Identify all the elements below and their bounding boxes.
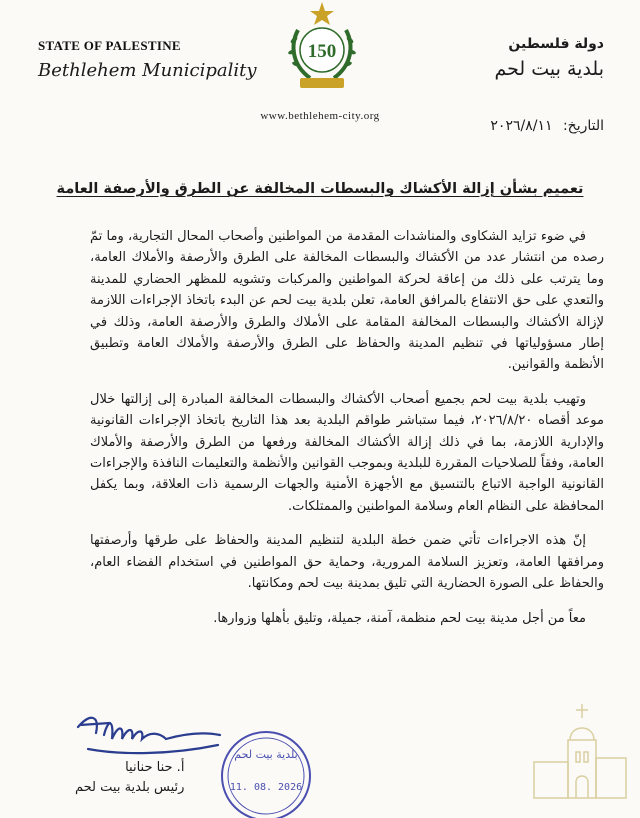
letterhead-arabic [384, 36, 604, 80]
closing-line: معاً من أجل مدينة بيت لحم منظمة، آمنة، جميلة، وتليق بأهلها وزوارها. [213, 610, 586, 626]
svg-text:150: 150 [307, 41, 337, 62]
official-stamp [212, 728, 320, 818]
letterhead-english [38, 38, 258, 81]
body-paragraph: إنّ هذه الاجراءات تأتي ضمن خطة البلدية لتنظيم المدينة والحفاظ على طرقها وأرصفتها ومرافقها العامة، وتعزيز السلامة المرورية، وحماية حق المواطنين في استخدام الفضاء العام، والحفاظ على الصورة الحضارية التي تليق بمدينة بيت لحم ومكانتها. [90, 533, 604, 592]
date-value: ٢٠٢٦/٨/١١ [490, 118, 553, 134]
date-label: التاريخ: [562, 118, 604, 134]
signatory-name: أ. حنا حنانيا [125, 760, 185, 775]
letter-body [90, 226, 604, 642]
signatory-block [75, 758, 184, 798]
municipality-logo-icon [278, 0, 366, 96]
subject-text: تعميم بشأن إزالة الأكشاك والبسطات المخالفة عن الطرق والأرصفة العامة [56, 181, 584, 197]
church-watermark-icon [520, 700, 630, 800]
municipality-name-ar: بلدية بيت لحم [494, 58, 604, 80]
website-link[interactable]: www.bethlehem-city.org [260, 110, 380, 122]
date-line [490, 118, 604, 134]
state-name-ar: دولة فلسطين [508, 36, 604, 52]
letter-subject [50, 178, 590, 197]
body-paragraph: في ضوء تزايد الشكاوى والمناشدات المقدمة من المواطنين وأصحاب المحال التجارية، وما تمّ رصده من انتشار عدد من الأكشاك والبسطات المخالفة على الطرق والأرصفة والأملاك العامة، وما يترتب على ذلك من إعاقة لحركة المواطنين والمركبات وتشويه للمظهر الحضاري للمدينة والتعدي على حق الانتفاع بالمرافق العامة، تعلن بلدية بيت لحم عن البدء باتخاذ الإجراءات اللازمة لإزالة الأكشاك والبسطات المخالفة المقامة على الأملاك والطرق والأرصفة العامة، وذلك في إطار مسؤولياتها في تنظيم المدينة والحفاظ على الطرق والأرصفة والأملاك العامة وتطبيق الأنظمة والقوانين. [90, 229, 604, 373]
state-name-en: STATE OF PALESTINE [38, 38, 181, 53]
svg-text:11. 08. 2026: 11. 08. 2026 [229, 782, 303, 793]
municipality-name-en: Bethlehem Municipality [38, 60, 257, 81]
body-paragraph: وتهيب بلدية بيت لحم بجميع أصحاب الأكشاك والبسطات المخالفة المبادرة إلى إزالتها خلال موعد أقصاه ٢٠٢٦/٨/٢٠، فيما ستباشر طواقم البلدية بعد هذا التاريخ باتخاذ الإجراءات القانونية والإدارية اللازمة، بما في ذلك إزالة الأكشاك المخالفة ورفعها من الطرق والأرصفة والأملاك العامة، وفقاً للصلاحيات المقررة للبلدية وبموجب القوانين والأنظمة والتعليمات النافذة والإجراءات القانونية الواجبة الاتباع بالتنسيق مع الأجهزة الأمنية والجهات الرسمية ذات العلاقة، وبما يكفل المحافظة على النظام العام وسلامة المواطنين والممتلكات. [90, 391, 604, 514]
signatory-title: رئيس بلدية بيت لحم [75, 780, 185, 795]
signature-mark [70, 705, 230, 765]
svg-text:بلدية بيت لحم: بلدية بيت لحم [234, 748, 298, 761]
